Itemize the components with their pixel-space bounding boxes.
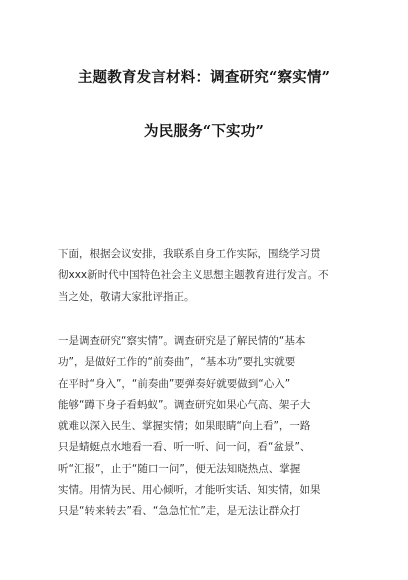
- paragraph-line: 听“汇报”，止于“随口一问”，便无法知晓热点、掌握: [58, 462, 301, 475]
- paragraph-line: 一是调查研究“察实情”。调查研究是了解民情的“基本: [58, 335, 306, 347]
- paragraph-line: 就难以深入民生、掌握实情；如果眼睛“向上看”，一路: [58, 420, 311, 433]
- document-title-line-1: 主题教育发言材料：调查研究“察实情”: [77, 69, 331, 86]
- paragraph-line: 当之处，敬请大家批评指正。: [58, 290, 195, 303]
- paragraph-line: 只是“转来转去”看、“急急忙忙”走，是无法让群众打: [58, 505, 301, 518]
- document-title-line-2: 为民服务“下实功”: [144, 123, 264, 140]
- paragraph-line: 在平时“身入”，“前奏曲”要弹奏好就要做到“心入”: [58, 377, 291, 390]
- paragraph-line: 只是蜻蜓点水地看一看、听一听、问一问，看“盆景”、: [58, 441, 311, 454]
- paragraph-line: 功”，是做好工作的“前奏曲”，“基本功”要扎实就要: [58, 356, 296, 369]
- paragraph-line: 彻xxx新时代中国特色社会主义思想主题教育进行发言。不: [58, 269, 329, 282]
- paragraph-line: 能够“蹲下身子看蚂蚁”。调查研究如果心气高、架子大: [58, 398, 311, 411]
- intro-paragraph: [58, 244, 358, 308]
- paragraph-line: 实情。用情为民、用心倾听，才能听实话、知实情，如果: [58, 484, 321, 497]
- paragraph-line: 下面，根据会议安排，我联系自身工作实际，围绕学习贯: [58, 248, 321, 260]
- body-paragraph-1: [58, 331, 358, 523]
